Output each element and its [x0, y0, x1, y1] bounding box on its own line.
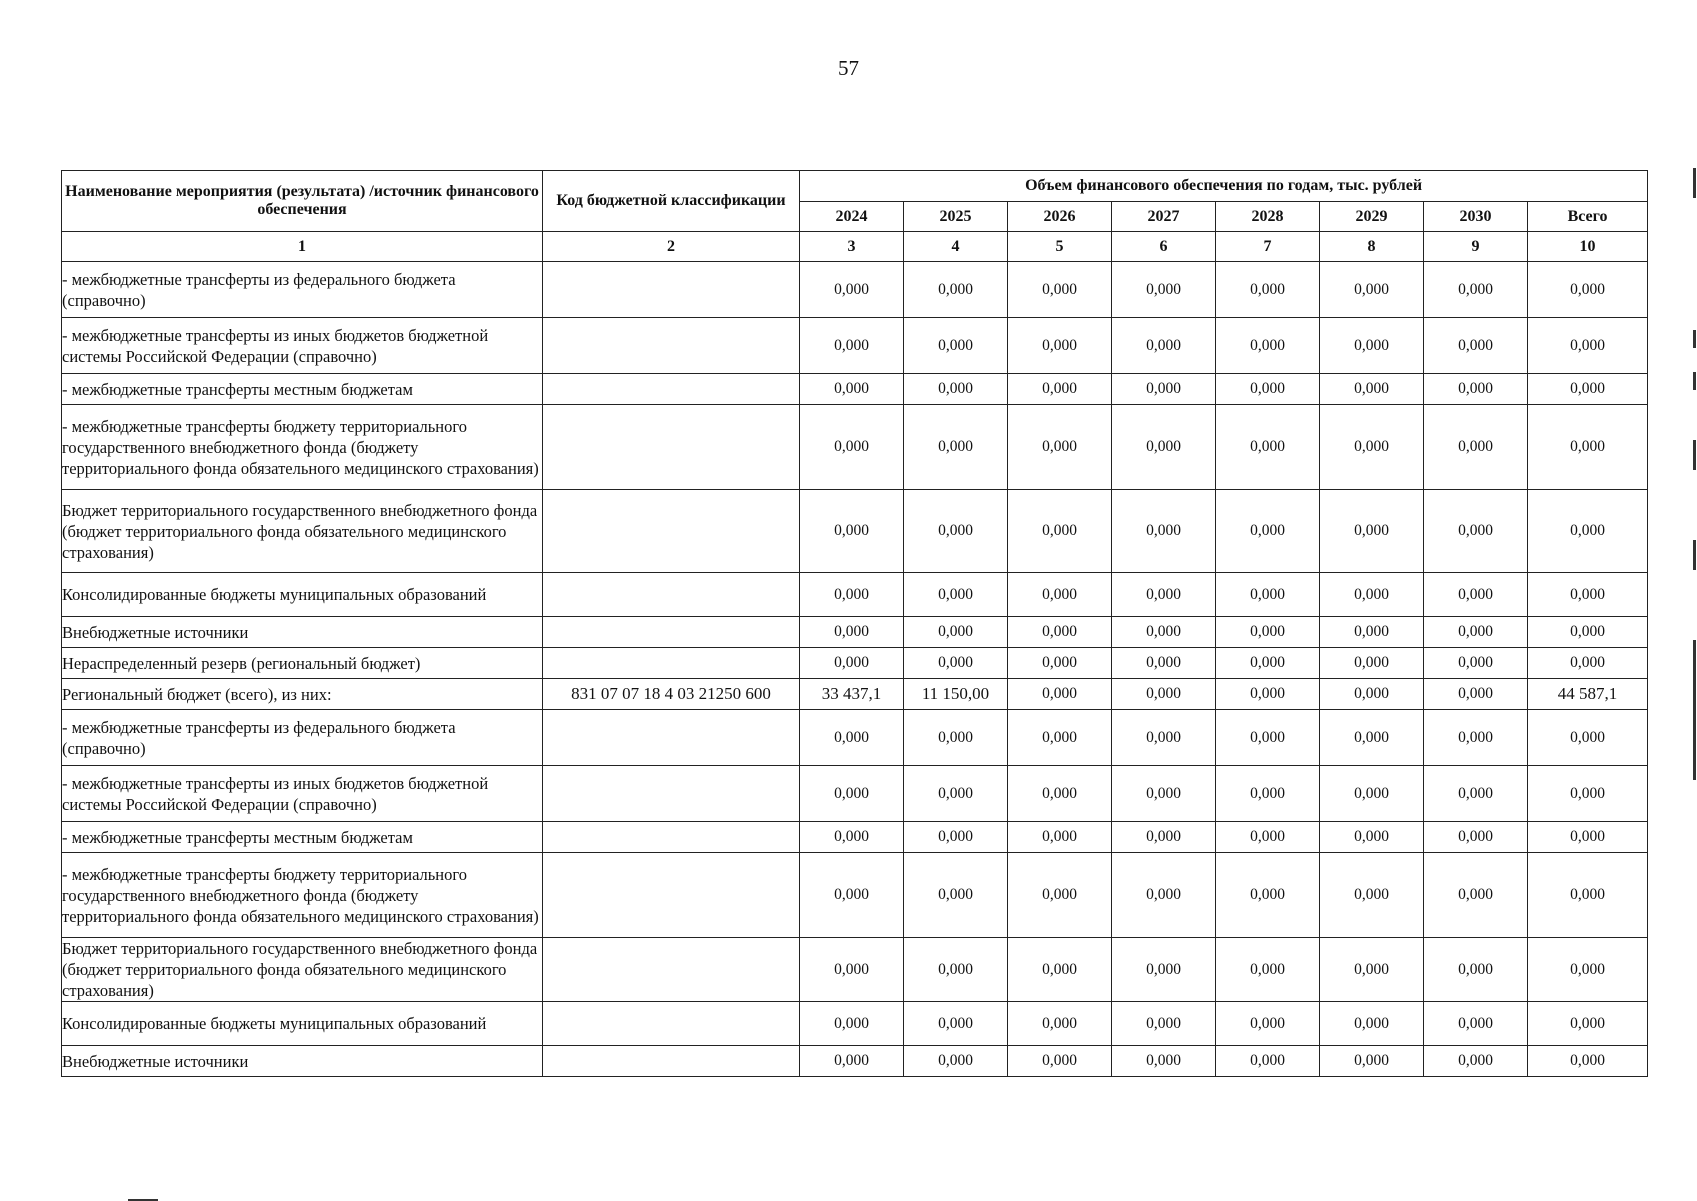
row-code-cell — [543, 617, 800, 648]
column-number: 8 — [1320, 232, 1424, 262]
row-value-cell: 0,000 — [1424, 679, 1528, 710]
row-value-cell: 0,000 — [1112, 938, 1216, 1002]
row-code-cell: 831 07 07 18 4 03 21250 600 — [543, 679, 800, 710]
row-value-cell: 0,000 — [1008, 710, 1112, 766]
page-number: 57 — [838, 56, 859, 80]
row-value-cell: 0,000 — [1320, 1002, 1424, 1046]
header-year: 2028 — [1216, 202, 1320, 232]
row-value-cell: 0,000 — [1216, 938, 1320, 1002]
row-value-cell: 0,000 — [1216, 374, 1320, 405]
row-name-cell: - межбюджетные трансферты бюджету территориального государственного внебюджетного фонда (бюджету территориального фонда обязательного медицинского страхования) — [62, 405, 543, 490]
row-value-cell: 0,000 — [800, 318, 904, 374]
row-value-cell: 0,000 — [1008, 490, 1112, 573]
row-total-cell: 0,000 — [1528, 262, 1648, 318]
row-value-cell: 0,000 — [1424, 648, 1528, 679]
row-name-cell: Нераспределенный резерв (региональный бюджет) — [62, 648, 543, 679]
row-value-cell: 0,000 — [904, 405, 1008, 490]
column-number: 7 — [1216, 232, 1320, 262]
row-total-cell: 0,000 — [1528, 617, 1648, 648]
table-row — [62, 648, 1648, 679]
row-value-cell: 0,000 — [1008, 938, 1112, 1002]
row-value-cell: 0,000 — [1320, 710, 1424, 766]
row-value-cell: 33 437,1 — [800, 679, 904, 710]
row-value-cell: 0,000 — [1424, 617, 1528, 648]
column-number: 5 — [1008, 232, 1112, 262]
row-value-cell: 0,000 — [1320, 262, 1424, 318]
row-name-cell: Региональный бюджет (всего), из них: — [62, 679, 543, 710]
row-value-cell: 0,000 — [1320, 679, 1424, 710]
row-value-cell: 0,000 — [1008, 853, 1112, 938]
table-body — [62, 262, 1648, 1077]
table-row — [62, 617, 1648, 648]
row-value-cell: 0,000 — [1424, 262, 1528, 318]
row-total-cell: 0,000 — [1528, 648, 1648, 679]
row-value-cell: 0,000 — [1112, 318, 1216, 374]
row-value-cell: 0,000 — [904, 938, 1008, 1002]
row-code-cell — [543, 573, 800, 617]
header-total: Всего — [1528, 202, 1648, 232]
scan-edge-mark — [1693, 168, 1696, 198]
row-code-cell — [543, 405, 800, 490]
row-value-cell: 0,000 — [904, 573, 1008, 617]
header-year: 2024 — [800, 202, 904, 232]
header-name-column: Наименование мероприятия (результата) /источник финансового обеспечения — [62, 171, 543, 232]
row-value-cell: 0,000 — [1008, 405, 1112, 490]
row-value-cell: 0,000 — [1112, 1002, 1216, 1046]
row-value-cell: 0,000 — [1424, 405, 1528, 490]
row-total-cell: 0,000 — [1528, 938, 1648, 1002]
row-code-cell — [543, 1002, 800, 1046]
row-total-cell: 0,000 — [1528, 853, 1648, 938]
table-row — [62, 1002, 1648, 1046]
row-value-cell: 0,000 — [1320, 822, 1424, 853]
row-value-cell: 0,000 — [1008, 822, 1112, 853]
row-value-cell: 0,000 — [1424, 1002, 1528, 1046]
row-value-cell: 0,000 — [800, 710, 904, 766]
row-value-cell: 0,000 — [1112, 490, 1216, 573]
row-value-cell: 0,000 — [1112, 710, 1216, 766]
header-year: 2030 — [1424, 202, 1528, 232]
row-value-cell: 0,000 — [1320, 490, 1424, 573]
row-total-cell: 0,000 — [1528, 374, 1648, 405]
row-value-cell: 0,000 — [1112, 822, 1216, 853]
row-value-cell: 0,000 — [800, 648, 904, 679]
row-value-cell: 0,000 — [1008, 374, 1112, 405]
header-year: 2026 — [1008, 202, 1112, 232]
row-value-cell: 0,000 — [1112, 1046, 1216, 1077]
row-value-cell: 0,000 — [1008, 262, 1112, 318]
row-value-cell: 0,000 — [1216, 648, 1320, 679]
header-year: 2029 — [1320, 202, 1424, 232]
row-value-cell: 0,000 — [1008, 1046, 1112, 1077]
row-total-cell: 0,000 — [1528, 573, 1648, 617]
row-value-cell: 0,000 — [904, 262, 1008, 318]
column-number: 6 — [1112, 232, 1216, 262]
table-row — [62, 938, 1648, 1002]
table-row — [62, 374, 1648, 405]
row-name-cell: Бюджет территориального государственного внебюджетного фонда (бюджет территориального фонда обязательного медицинского страхования) — [62, 938, 543, 1002]
row-value-cell: 0,000 — [800, 262, 904, 318]
row-value-cell: 0,000 — [1216, 1046, 1320, 1077]
scan-edge-mark — [1693, 330, 1696, 348]
row-total-cell: 0,000 — [1528, 1046, 1648, 1077]
row-value-cell: 0,000 — [904, 490, 1008, 573]
row-total-cell: 0,000 — [1528, 1002, 1648, 1046]
column-number: 1 — [62, 232, 543, 262]
column-number: 10 — [1528, 232, 1648, 262]
row-value-cell: 0,000 — [1424, 710, 1528, 766]
row-value-cell: 0,000 — [1008, 573, 1112, 617]
row-value-cell: 0,000 — [1320, 1046, 1424, 1077]
row-value-cell: 0,000 — [1008, 679, 1112, 710]
row-value-cell: 0,000 — [1216, 617, 1320, 648]
row-value-cell: 0,000 — [904, 1046, 1008, 1077]
row-code-cell — [543, 648, 800, 679]
row-value-cell: 0,000 — [1424, 573, 1528, 617]
table-row — [62, 405, 1648, 490]
row-value-cell: 0,000 — [1008, 617, 1112, 648]
row-value-cell: 0,000 — [904, 1002, 1008, 1046]
row-value-cell: 0,000 — [800, 938, 904, 1002]
row-value-cell: 0,000 — [800, 617, 904, 648]
row-value-cell: 0,000 — [1320, 617, 1424, 648]
row-total-cell: 0,000 — [1528, 822, 1648, 853]
table-row — [62, 262, 1648, 318]
row-value-cell: 0,000 — [800, 490, 904, 573]
row-value-cell: 0,000 — [1216, 318, 1320, 374]
row-value-cell: 0,000 — [1216, 766, 1320, 822]
row-code-cell — [543, 938, 800, 1002]
row-value-cell: 0,000 — [1112, 617, 1216, 648]
table-row — [62, 853, 1648, 938]
header-year: 2027 — [1112, 202, 1216, 232]
header-row-column-numbers — [62, 232, 1648, 262]
column-number: 2 — [543, 232, 800, 262]
row-value-cell: 0,000 — [1320, 766, 1424, 822]
row-value-cell: 0,000 — [1320, 573, 1424, 617]
column-number: 9 — [1424, 232, 1528, 262]
row-total-cell: 0,000 — [1528, 766, 1648, 822]
row-value-cell: 0,000 — [1216, 1002, 1320, 1046]
row-value-cell: 0,000 — [1112, 679, 1216, 710]
row-value-cell: 0,000 — [1424, 822, 1528, 853]
row-value-cell: 0,000 — [904, 374, 1008, 405]
row-value-cell: 0,000 — [800, 1002, 904, 1046]
row-value-cell: 0,000 — [1320, 405, 1424, 490]
row-value-cell: 0,000 — [1216, 822, 1320, 853]
row-total-cell: 0,000 — [1528, 490, 1648, 573]
row-value-cell: 0,000 — [1424, 1046, 1528, 1077]
row-name-cell: Консолидированные бюджеты муниципальных образований — [62, 1002, 543, 1046]
row-value-cell: 0,000 — [1216, 710, 1320, 766]
row-code-cell — [543, 490, 800, 573]
row-value-cell: 0,000 — [1216, 490, 1320, 573]
row-value-cell: 0,000 — [1424, 490, 1528, 573]
header-code-column: Код бюджетной классификации — [543, 171, 800, 232]
table-row — [62, 679, 1648, 710]
row-value-cell: 0,000 — [1320, 853, 1424, 938]
row-name-cell: - межбюджетные трансферты бюджету территориального государственного внебюджетного фонда (бюджету территориального фонда обязательного медицинского страхования) — [62, 853, 543, 938]
row-value-cell: 0,000 — [1424, 853, 1528, 938]
row-value-cell: 0,000 — [904, 318, 1008, 374]
row-code-cell — [543, 822, 800, 853]
row-name-cell: Внебюджетные источники — [62, 617, 543, 648]
header-year: 2025 — [904, 202, 1008, 232]
table-row — [62, 822, 1648, 853]
row-code-cell — [543, 318, 800, 374]
scan-edge-mark — [1693, 372, 1696, 390]
row-name-cell: Консолидированные бюджеты муниципальных образований — [62, 573, 543, 617]
row-name-cell: - межбюджетные трансферты из иных бюджетов бюджетной системы Российской Федерации (справочно) — [62, 318, 543, 374]
row-code-cell — [543, 710, 800, 766]
row-code-cell — [543, 853, 800, 938]
row-value-cell: 0,000 — [1008, 1002, 1112, 1046]
scan-edge-mark — [1693, 640, 1696, 780]
row-name-cell: - межбюджетные трансферты из иных бюджетов бюджетной системы Российской Федерации (справочно) — [62, 766, 543, 822]
table-row — [62, 318, 1648, 374]
row-value-cell: 0,000 — [800, 822, 904, 853]
row-value-cell: 0,000 — [1320, 938, 1424, 1002]
row-value-cell: 0,000 — [800, 405, 904, 490]
row-value-cell: 0,000 — [1008, 648, 1112, 679]
row-value-cell: 0,000 — [1424, 374, 1528, 405]
row-name-cell: Внебюджетные источники — [62, 1046, 543, 1077]
column-number: 3 — [800, 232, 904, 262]
row-value-cell: 0,000 — [1216, 405, 1320, 490]
row-value-cell: 0,000 — [904, 617, 1008, 648]
row-total-cell: 0,000 — [1528, 405, 1648, 490]
row-value-cell: 0,000 — [800, 1046, 904, 1077]
row-value-cell: 0,000 — [904, 648, 1008, 679]
table-row — [62, 1046, 1648, 1077]
scan-edge-mark — [1693, 440, 1696, 470]
row-value-cell: 0,000 — [1424, 318, 1528, 374]
row-value-cell: 0,000 — [1008, 318, 1112, 374]
row-code-cell — [543, 374, 800, 405]
row-value-cell: 0,000 — [1216, 853, 1320, 938]
row-value-cell: 0,000 — [1112, 648, 1216, 679]
row-value-cell: 0,000 — [1112, 374, 1216, 405]
row-name-cell: Бюджет территориального государственного внебюджетного фонда (бюджет территориального фонда обязательного медицинского страхования) — [62, 490, 543, 573]
row-value-cell: 0,000 — [1216, 262, 1320, 318]
row-total-cell: 0,000 — [1528, 318, 1648, 374]
scan-edge-mark — [1693, 540, 1696, 570]
row-name-cell: - межбюджетные трансферты местным бюджетам — [62, 822, 543, 853]
row-value-cell: 0,000 — [800, 853, 904, 938]
row-value-cell: 0,000 — [1112, 262, 1216, 318]
row-name-cell: - межбюджетные трансферты местным бюджетам — [62, 374, 543, 405]
row-value-cell: 0,000 — [1216, 679, 1320, 710]
row-value-cell: 0,000 — [1112, 766, 1216, 822]
row-code-cell — [543, 262, 800, 318]
financing-table — [61, 170, 1648, 1077]
row-code-cell — [543, 1046, 800, 1077]
row-value-cell: 0,000 — [904, 766, 1008, 822]
row-value-cell: 0,000 — [800, 573, 904, 617]
table-row — [62, 490, 1648, 573]
row-value-cell: 0,000 — [1320, 648, 1424, 679]
row-value-cell: 0,000 — [904, 853, 1008, 938]
header-volume-group: Объем финансового обеспечения по годам, тыс. рублей — [800, 171, 1648, 202]
row-value-cell: 0,000 — [1320, 374, 1424, 405]
row-name-cell: - межбюджетные трансферты из федерального бюджета (справочно) — [62, 710, 543, 766]
row-name-cell: - межбюджетные трансферты из федерального бюджета (справочно) — [62, 262, 543, 318]
table-row — [62, 766, 1648, 822]
row-value-cell: 0,000 — [1320, 318, 1424, 374]
row-value-cell: 0,000 — [1216, 573, 1320, 617]
row-value-cell: 0,000 — [800, 374, 904, 405]
row-value-cell: 0,000 — [1424, 938, 1528, 1002]
row-value-cell: 0,000 — [1112, 573, 1216, 617]
row-value-cell: 0,000 — [1008, 766, 1112, 822]
row-value-cell: 0,000 — [1112, 405, 1216, 490]
column-number: 4 — [904, 232, 1008, 262]
row-total-cell: 44 587,1 — [1528, 679, 1648, 710]
header-row-top — [62, 171, 1648, 202]
row-value-cell: 0,000 — [1424, 766, 1528, 822]
row-value-cell: 0,000 — [904, 822, 1008, 853]
row-value-cell: 0,000 — [904, 710, 1008, 766]
row-value-cell: 0,000 — [1112, 853, 1216, 938]
row-value-cell: 0,000 — [800, 766, 904, 822]
row-total-cell: 0,000 — [1528, 710, 1648, 766]
table-row — [62, 710, 1648, 766]
row-value-cell: 11 150,00 — [904, 679, 1008, 710]
table-row — [62, 573, 1648, 617]
row-code-cell — [543, 766, 800, 822]
